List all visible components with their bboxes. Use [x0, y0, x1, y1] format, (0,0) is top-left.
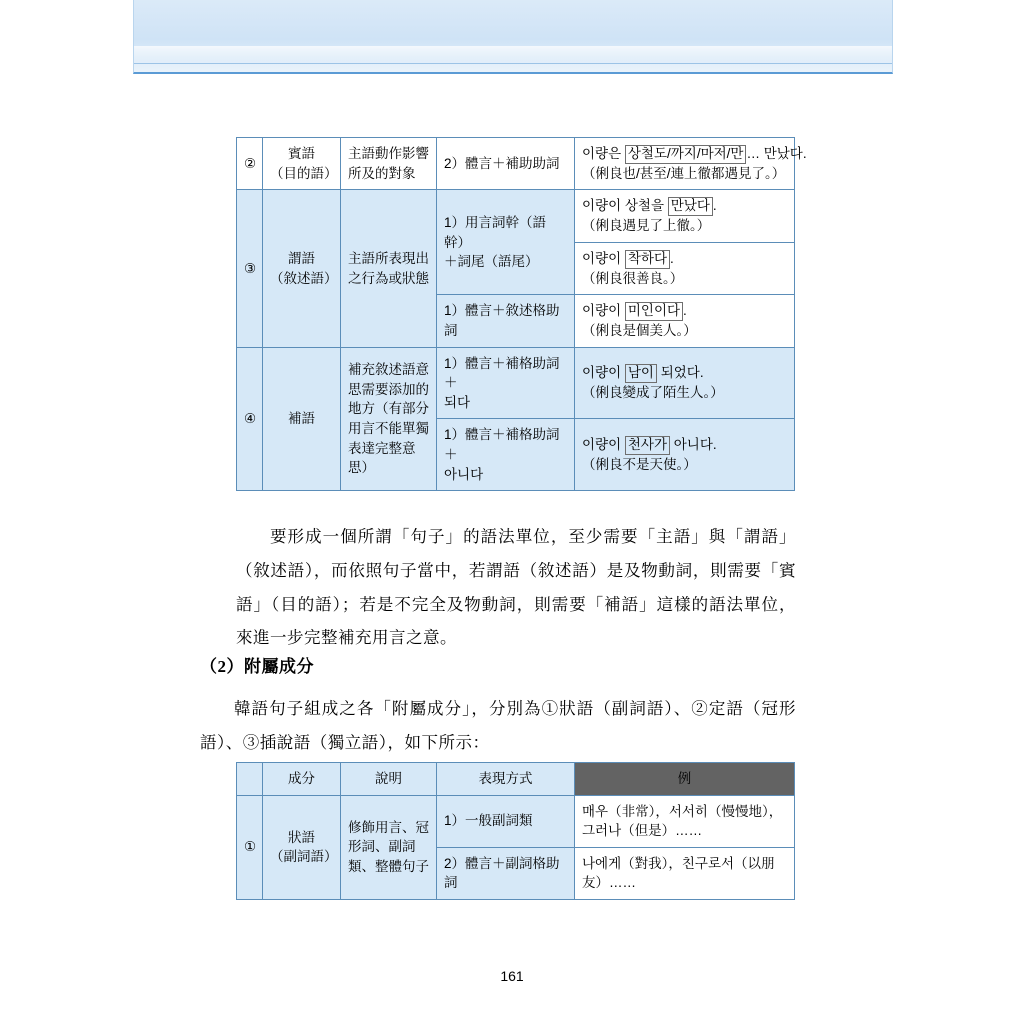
header-band-sheen [134, 46, 892, 62]
row-number: ③ [237, 190, 263, 347]
row-form [437, 419, 575, 491]
example-highlight-box: 착하다 [625, 250, 670, 269]
form-line-1: 1）體言＋補格助詞＋ [444, 427, 560, 462]
component-line-1: 狀語 [288, 829, 315, 845]
example-suffix: … 만났다. [746, 146, 807, 161]
row-component: 補語 [263, 347, 341, 490]
row-form [437, 190, 575, 295]
row-form: 2）體言＋副詞格助詞 [437, 847, 575, 899]
body-paragraph-2: 韓語句子組成之各「附屬成分」，分別為①狀語（副詞語）、②定語（冠形語）、③插說語（獨立語），如下所示： [200, 699, 796, 752]
row-number: ② [237, 138, 263, 190]
row-form [437, 347, 575, 419]
example-prefix: 이량이 [582, 250, 625, 266]
component-line-2: （副詞語） [270, 849, 338, 865]
row-example: 나에게（對我），친구로서（以朋友）…… [575, 847, 795, 899]
example-translation: （俐良不是天使。） [582, 456, 697, 472]
example-highlight-box: 남이 [625, 364, 657, 383]
example-suffix: . [712, 198, 717, 214]
header-band-line [134, 63, 892, 64]
example-translation: （俐良也/甚至/連上徹都遇見了。） [582, 165, 786, 181]
row-example [575, 190, 795, 242]
example-highlight-box: 천사가 [625, 436, 670, 455]
row-form: 1）一般副詞類 [437, 795, 575, 847]
row-example [575, 242, 795, 294]
example-prefix: 이량이 상철을 [582, 198, 668, 214]
table-row [237, 795, 795, 847]
example-translation: （俐良很善良。） [582, 270, 684, 286]
body-paragraph-1: 要形成一個所謂「句子」的語法單位，至少需要「主語」與「謂語」（敘述語），而依照句子當中，若謂語（敘述語）是及物動詞，則需要「賓語」（目的語）；若是不完全及物動詞，則需要「補語」這樣的語法單位，來進一步完整補充用言之意。 [236, 527, 796, 648]
row-component [263, 190, 341, 347]
component-line-1: 謂語 [288, 251, 315, 267]
example-highlight-box: 상철도/까지/마저/만 [625, 145, 747, 164]
form-line-2: 되다 [444, 394, 471, 410]
example-translation: （俐良遇見了上徹。） [582, 218, 711, 234]
example-korean [582, 437, 717, 452]
row-example [575, 419, 795, 491]
table-row [237, 190, 795, 242]
row-example: 매우（非常），서서히（慢慢地），그러나（但是）…… [575, 795, 795, 847]
header-form: 表現方式 [437, 763, 575, 796]
example-prefix: 이량이 [582, 365, 625, 381]
example-suffix: 되었다. [656, 365, 704, 381]
row-description: 主語動作影響所及的對象 [341, 138, 437, 190]
section-heading-2: （2）附屬成分 [200, 657, 314, 676]
form-line-2: ＋詞尾（語尾） [444, 254, 539, 270]
row-form: 1）體言＋敘述格助詞 [437, 295, 575, 347]
row-description: 補充敘述語意思需要添加的地方（有部分用言不能單獨表達完整意思） [341, 347, 437, 490]
table-row [237, 138, 795, 190]
row-example [575, 295, 795, 347]
sentence-components-table-wrapper [236, 137, 807, 491]
row-description: 主語所表現出之行為或狀態 [341, 190, 437, 347]
row-example [575, 138, 807, 190]
row-number: ④ [237, 347, 263, 490]
table-row [237, 347, 795, 419]
row-example [575, 347, 795, 419]
example-translation: （俐良變成了陌生人。） [582, 385, 724, 401]
example-suffix: 아니다. [670, 437, 717, 453]
example-prefix: 이량이 [582, 437, 625, 453]
example-korean [582, 146, 807, 161]
example-prefix: 이량이 [582, 303, 625, 319]
example-highlight-box: 만났다 [668, 197, 713, 216]
example-korean [582, 365, 704, 380]
example-korean [582, 251, 674, 266]
example-prefix: 이량은 [582, 146, 625, 161]
component-line-1: 賓語 [288, 146, 315, 162]
header-description: 說明 [341, 763, 437, 796]
component-line-2: （敘述語） [270, 270, 338, 286]
row-description: 修飾用言、冠形詞、副詞類、整體句子 [341, 795, 437, 899]
form-line-1: 1）體言＋補格助詞＋ [444, 355, 560, 391]
example-translation: （俐良是個美人。） [582, 323, 697, 339]
header-component: 成分 [263, 763, 341, 796]
example-suffix: . [683, 303, 687, 319]
row-component [263, 138, 341, 190]
row-form: 2）體言＋補助助詞 [437, 138, 575, 190]
header-blank [237, 763, 263, 796]
form-line-1: 1）用言詞幹（語幹） [444, 215, 547, 250]
example-highlight-box: 미인이다 [625, 302, 683, 321]
example-suffix: . [670, 250, 674, 266]
page-header-band [133, 0, 893, 74]
form-line-2: 아니다 [444, 466, 484, 482]
auxiliary-components-table-wrapper [236, 762, 794, 900]
row-component [263, 795, 341, 899]
auxiliary-components-table [236, 762, 795, 900]
page-number: 161 [500, 968, 524, 984]
sentence-components-table [236, 137, 807, 491]
header-example: 例 [575, 763, 795, 796]
row-number: ① [237, 795, 263, 899]
example-korean [582, 303, 687, 318]
example-korean [582, 198, 717, 213]
table-header-row [237, 763, 795, 796]
component-line-2: （目的語） [270, 165, 338, 181]
